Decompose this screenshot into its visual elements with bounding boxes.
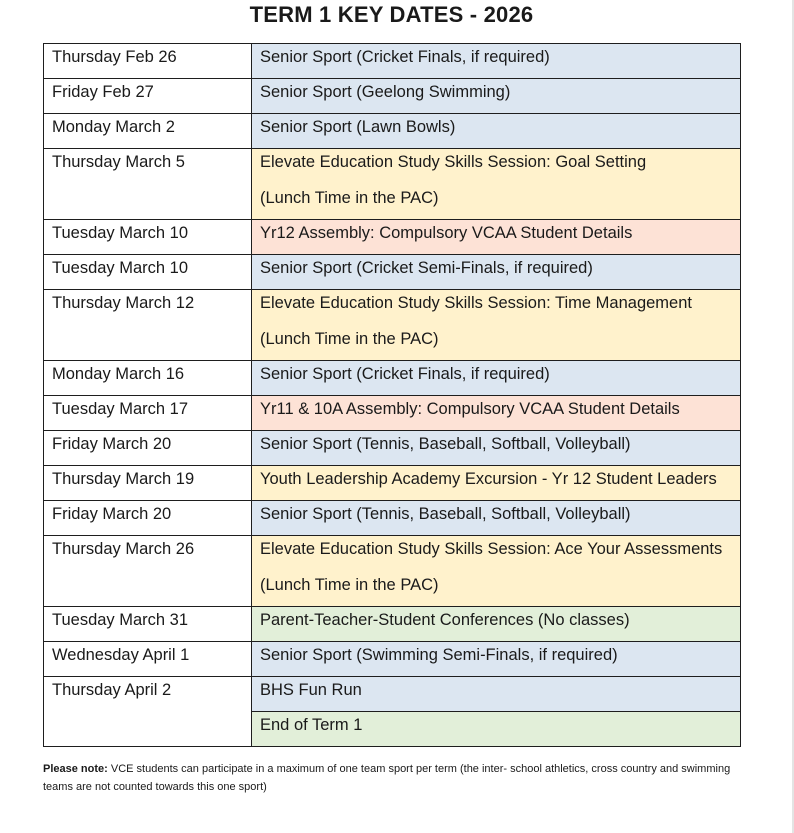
event-cell: Senior Sport (Tennis, Baseball, Softball, Volleyball) <box>252 501 741 536</box>
table-row <box>44 290 741 361</box>
date-cell: Thursday March 19 <box>44 466 252 501</box>
footnote-label: Please note: <box>43 763 108 775</box>
date-cell: Thursday March 26 <box>44 536 252 607</box>
table-row <box>44 79 741 114</box>
event-cell: Senior Sport (Lawn Bowls) <box>252 114 741 149</box>
table-row <box>44 607 741 642</box>
date-cell: Friday March 20 <box>44 501 252 536</box>
event-cell: Yr11 & 10A Assembly: Compulsory VCAA Student Details <box>252 396 741 431</box>
table-row <box>44 255 741 290</box>
event-cell: Senior Sport (Tennis, Baseball, Softball, Volleyball) <box>252 431 741 466</box>
event-cell: End of Term 1 <box>252 712 741 747</box>
event-cell: Parent-Teacher-Student Conferences (No classes) <box>252 607 741 642</box>
event-cell: BHS Fun Run <box>252 677 741 712</box>
table-row <box>44 642 741 677</box>
event-cell: Senior Sport (Cricket Finals, if required) <box>252 361 741 396</box>
event-cell <box>252 536 741 607</box>
table-row <box>44 149 741 220</box>
event-cell: Senior Sport (Geelong Swimming) <box>252 79 741 114</box>
event-title: Elevate Education Study Skills Session: Time Management <box>260 294 692 312</box>
date-cell: Monday March 2 <box>44 114 252 149</box>
date-cell: Tuesday March 10 <box>44 220 252 255</box>
event-cell <box>252 149 741 220</box>
table-row <box>44 677 741 712</box>
event-cell <box>252 290 741 361</box>
footnote-text: VCE students can participate in a maximum of one team sport per term (the inter- school athletics, cross country and swimming teams are not counted towards this one sport) <box>43 763 731 793</box>
date-cell: Tuesday March 31 <box>44 607 252 642</box>
date-cell: Thursday April 2 <box>44 677 252 747</box>
table-row <box>44 501 741 536</box>
event-cell: Senior Sport (Swimming Semi-Finals, if required) <box>252 642 741 677</box>
event-cell: Yr12 Assembly: Compulsory VCAA Student Details <box>252 220 741 255</box>
date-cell: Wednesday April 1 <box>44 642 252 677</box>
date-cell: Tuesday March 17 <box>44 396 252 431</box>
table-row <box>44 536 741 607</box>
event-location: (Lunch Time in the PAC) <box>260 330 439 348</box>
table-row <box>44 361 741 396</box>
event-location: (Lunch Time in the PAC) <box>260 189 439 207</box>
event-location: (Lunch Time in the PAC) <box>260 576 439 594</box>
date-cell: Thursday March 5 <box>44 149 252 220</box>
table-row <box>44 44 741 79</box>
event-cell: Senior Sport (Cricket Finals, if required) <box>252 44 741 79</box>
footnote <box>43 760 743 796</box>
date-cell: Thursday March 12 <box>44 290 252 361</box>
event-title: Elevate Education Study Skills Session: Ace Your Assessments <box>260 540 723 558</box>
table-row <box>44 220 741 255</box>
page-title: TERM 1 KEY DATES - 2026 <box>249 2 534 27</box>
date-cell: Monday March 16 <box>44 361 252 396</box>
date-cell: Tuesday March 10 <box>44 255 252 290</box>
event-title: Elevate Education Study Skills Session: Goal Setting <box>260 153 647 171</box>
date-cell: Thursday Feb 26 <box>44 44 252 79</box>
table-row <box>44 114 741 149</box>
table-row <box>44 431 741 466</box>
event-cell: Senior Sport (Cricket Semi-Finals, if required) <box>252 255 741 290</box>
event-cell: Youth Leadership Academy Excursion - Yr 12 Student Leaders <box>252 466 741 501</box>
key-dates-table <box>43 43 741 747</box>
date-cell: Friday March 20 <box>44 431 252 466</box>
date-cell: Friday Feb 27 <box>44 79 252 114</box>
table-row <box>44 396 741 431</box>
table-row <box>44 466 741 501</box>
